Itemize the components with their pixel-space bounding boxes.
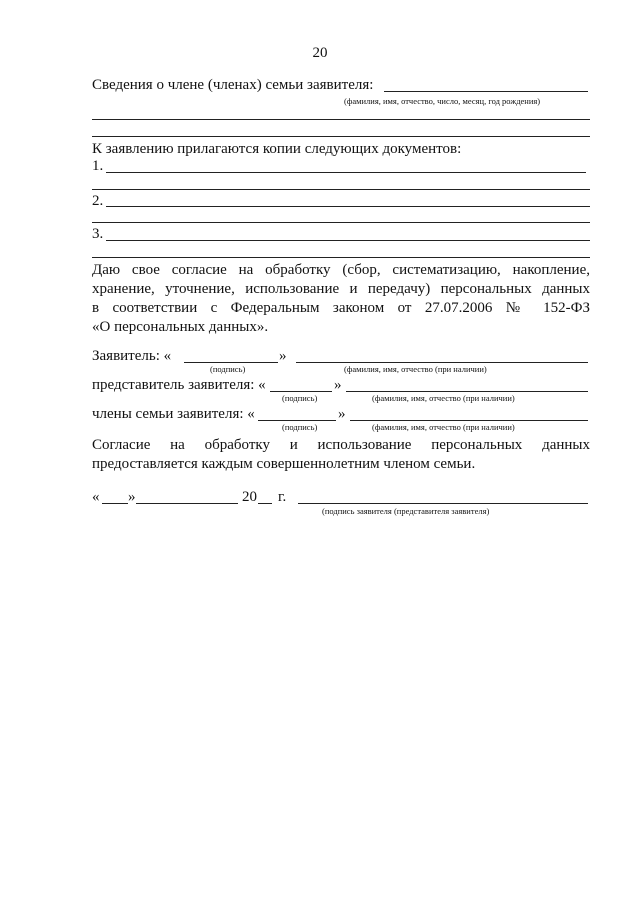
date-year-prefix: 20 [242, 489, 257, 505]
family-signature-close-quote: » [338, 406, 346, 422]
document-item-line-1[interactable] [106, 172, 586, 173]
document-item-number-3: 3. [92, 226, 104, 242]
adult-consent-line-2: предоставляется каждым совершеннолетним членом семьи. [92, 456, 476, 472]
family-members-caption: (фамилия, имя, отчество, число, месяц, год рождения) [344, 96, 541, 106]
document-item-line-1b[interactable] [92, 189, 590, 190]
applicant-label: Заявитель: « [92, 348, 172, 364]
applicant-name-line[interactable] [296, 362, 588, 363]
family-members-line-2[interactable] [92, 119, 590, 120]
date-month-line[interactable] [136, 503, 238, 504]
family-members-line-3[interactable] [92, 136, 590, 137]
date-open-quote: « [92, 489, 100, 505]
representative-signature-line[interactable] [270, 391, 332, 392]
applicant-signature-caption: (подпись) [210, 364, 246, 374]
date-year-suffix: г. [278, 489, 287, 505]
page-number: 20 [312, 45, 328, 61]
applicant-close-quote: » [279, 348, 287, 364]
family-members-label: Сведения о члене (членах) семьи заявителя: [92, 77, 374, 93]
date-year-line[interactable] [258, 503, 272, 504]
family-signature-caption: (подпись) [282, 422, 318, 432]
document-item-line-3b[interactable] [92, 257, 590, 258]
consent-line-4: «О персональных данных». [92, 319, 269, 335]
family-signature-line[interactable] [258, 420, 336, 421]
adult-consent-line-1: Согласие на обработку и использование персональных данных [92, 437, 590, 453]
documents-intro: К заявлению прилагаются копии следующих документов: [92, 141, 462, 157]
family-name-line[interactable] [350, 420, 588, 421]
family-name-caption: (фамилия, имя, отчество (при наличии) [372, 422, 515, 432]
document-item-line-3[interactable] [106, 240, 590, 241]
representative-name-line[interactable] [346, 391, 588, 392]
final-signature-caption: (подпись заявителя (представителя заявителя) [322, 506, 490, 516]
applicant-signature-line[interactable] [184, 362, 278, 363]
applicant-name-caption: (фамилия, имя, отчество (при наличии) [344, 364, 487, 374]
document-item-number-2: 2. [92, 193, 104, 209]
representative-close-quote: » [334, 377, 342, 393]
document-item-line-2[interactable] [106, 206, 590, 207]
document-item-number-1: 1. [92, 158, 104, 174]
representative-name-caption: (фамилия, имя, отчество (при наличии) [372, 393, 515, 403]
date-close-quote: » [128, 489, 136, 505]
consent-line-1: Даю свое согласие на обработку (сбор, систематизацию, накопление, [92, 262, 590, 278]
applicant-final-signature-line[interactable] [298, 503, 588, 504]
family-members-line-1[interactable] [384, 91, 588, 92]
date-day-line[interactable] [102, 503, 128, 504]
consent-line-3: в соответствии с Федеральным законом от 27.07.2006 № 152-ФЗ [92, 300, 590, 316]
document-item-line-2b[interactable] [92, 222, 590, 223]
family-signature-label: члены семьи заявителя: « [92, 406, 255, 422]
representative-label: представитель заявителя: « [92, 377, 266, 393]
consent-line-2: хранение, уточнение, использование и передачу) персональных данных [92, 281, 590, 297]
representative-signature-caption: (подпись) [282, 393, 318, 403]
